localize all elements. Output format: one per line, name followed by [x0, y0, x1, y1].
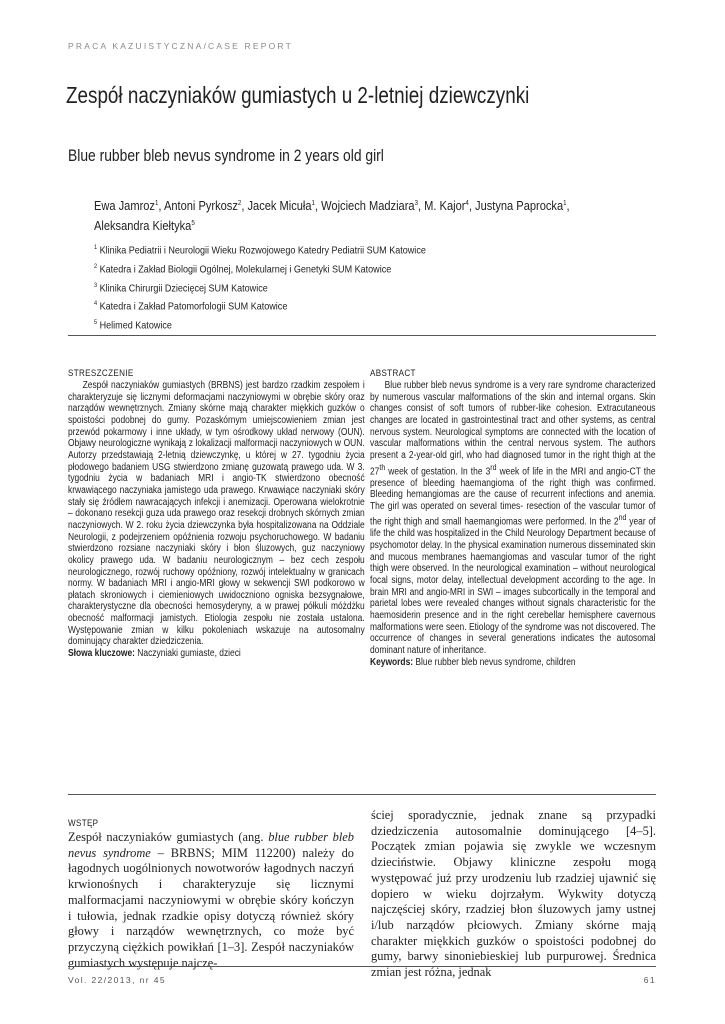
- author: Wojciech Madziara: [321, 199, 415, 214]
- author-affiliation-mark: 5: [191, 220, 195, 228]
- author: Antoni Pyrkosz: [163, 199, 238, 214]
- author-affiliation-mark: 2: [237, 200, 242, 207]
- affiliation-item: [94, 296, 507, 315]
- ordinal-suffix: nd: [618, 513, 627, 523]
- keywords-label: Keywords:: [370, 656, 414, 668]
- author-affiliation-mark: 3: [414, 200, 419, 207]
- author-affiliation-mark: 1: [563, 200, 567, 207]
- affiliation-number: 5: [94, 319, 98, 327]
- abstract-keywords: [370, 657, 656, 669]
- author-affiliation-mark: 4: [465, 200, 469, 207]
- wstep-paragraph-right: ściej sporadycznie, jednak znane są przypadki dziedziczenia autosomalnie dominującego [4–5]. Początek zmian pojawia się zwykle we wczesnym dzieciństwie. Objawy kliniczne zespołu mogą występować już przy urodzeniu lub rzadziej ujawnić się dopiero w wieku dojrzałym. Wykwity dotyczą najczęściej skóry, rzadziej błon śluzowych jamy ustnej i/lub narządów płciowych. Zmiany skórne mają charakter miękkich guzków o spoistości podobnej do gumy, barwy sinoniebieskiej lub purpurowej. Średnica zmian jest różna, jednak: [371, 808, 656, 980]
- ordinal-suffix: th: [379, 462, 386, 472]
- article-title-polish: Zespół naczyniaków gumiastych u 2-letniej dziewczynki: [66, 82, 530, 108]
- divider-top: [68, 335, 656, 336]
- author: Justyna Paprocka: [475, 199, 564, 214]
- affiliation-text: Katedra i Zakład Patomorfologii SUM Katowice: [99, 300, 288, 313]
- affiliation-text: Klinika Pediatrii i Neurologii Wieku Rozwojowego Katedry Pediatrii SUM Katowice: [99, 244, 426, 257]
- wstep-heading: WSTĘP: [68, 818, 99, 829]
- affiliation-item: [94, 315, 507, 334]
- article-title-english: Blue rubber bleb nevus syndrome in 2 years old girl: [68, 147, 384, 165]
- affiliation-number: 2: [94, 262, 98, 270]
- affiliation-item: [94, 259, 507, 278]
- keywords-label: Słowa kluczowe:: [68, 648, 135, 660]
- affiliation-item: [94, 240, 507, 259]
- abstract-text: [370, 380, 656, 657]
- affiliation-number: 3: [94, 281, 98, 289]
- abstract-heading: ABSTRACT: [370, 368, 416, 379]
- wstep-italic-term: blue rubber bleb nevus syndrome: [68, 830, 355, 860]
- author: Aleksandra Kiełtyka: [94, 219, 192, 234]
- author: M. Kajor: [424, 199, 466, 214]
- footer-page-number: 61: [643, 975, 656, 985]
- author: Ewa Jamroz: [94, 199, 155, 214]
- streszczenie-heading: STRESZCZENIE: [68, 368, 134, 379]
- streszczenie-text: Zespół naczyniaków gumiastych (BRBNS) jest bardzo rzadkim zespołem i charakteryzuje się licznymi deformacjami naczyniowymi w obrębie skóry oraz narządów wewnętrznych. Zmiany skórne mają charakter miękkich guzków o spoistości podobnej do gumy. Pozaskórnym umiejscowieniem zmian jest przewód pokarmowy i inne układy, w tym ośrodkowy układ nerwowy (OUN). Objawy neurologiczne wynikają z lokalizacji malformacji naczyniowych w OUN. Autorzy przedstawiają 2-letnią dziewczynkę, u której w 27. tygodniu życia płodowego badaniem USG stwierdzono zmianę guzowatą prawego uda. W 3. tygodniu życia w badaniach MRI i angio-TK stwierdzono obecność krwawiącego naczyniaka jamistego uda prawego. Krwawiące naczyniaki skóry stały się źródłem nawracających infekcji i anemizacji. Operowana wielokrotnie – dokonano resekcji guza uda prawego oraz resekcji drobnych skórnych zmian naczyniowych. W 2. roku życia dziewczynka była hospitalizowana na Oddziale Neurologii, z podejrzeniem opóźnienia rozwoju psychoruchowego. W badaniu stwierdzono rozsiane naczyniaki skóry i błon śluzowych, guz naczyniowy okolicy prawego uda. W badaniu neurologicznym – bez cech zespołu neurologicznego, rozwój ruchowy opóźniony, rozwój intelektualny w granicach normy. W badaniach MRI i angio-MRI głowy w sekwencji SWI podkorowo w płatach skroniowych i ciemieniowych uwidoczniono ogniska bezsygnałowe, charakterystyczne dla obecności hemosyderyny, a w prawej półkuli móżdżku obecność malformacji jamistych. Etiologia zespołu nie została ustalona. Występowanie zmian w kilku pokoleniach wskazuje na autosomalny dominujący charakter dziedziczenia.: [68, 380, 365, 648]
- affiliation-number: 1: [94, 244, 98, 251]
- author-affiliation-mark: 1: [154, 200, 159, 207]
- keywords-value: Naczyniaki gumiaste, dzieci: [137, 648, 241, 660]
- affiliation-number: 4: [94, 300, 98, 308]
- streszczenie-body: [68, 380, 365, 660]
- divider-middle: [68, 794, 656, 795]
- wstep-text: Zespół naczyniaków gumiastych (ang.: [68, 830, 269, 844]
- abstract-text-part: Blue rubber bleb nevus syndrome is a very rare syndrome characterized by numerous vascular malformations of the skin and internal organs. Skin changes consist of soft tumors of rubber-like cohesion. Extracutaneous changes are located in gastrointestinal tract and other systems, as central nervous system. Neurological symptoms are connected with the location of vascular malformations within the central nervous system. The authors present a 2-year-old girl, who had diagnosed tumor in the right thigh at the 27: [370, 380, 656, 477]
- ordinal-suffix: rd: [490, 462, 497, 472]
- affiliation-text: Klinika Chirurgii Dziecięcej SUM Katowice: [99, 282, 268, 295]
- author-affiliation-mark: 1: [311, 200, 315, 207]
- streszczenie-keywords: [68, 648, 365, 660]
- author-list: Ewa Jamroz$^1$, Antoni Pyrkosz$^2$, Jacek Micuła$^1$, Wojciech Madziara$^3$, M. Kajor$^4$, Justyna Paprocka$^1$, Aleksandra Kiełtyka$^5$: [94, 199, 570, 234]
- affiliation-list: [94, 240, 507, 334]
- abstract-text-part: year of life the child was hospitalized in the Child Neurology Department because of psychomotor delay. In the physical examination numerous disseminated skin and mucous membranes haemangiomas and vascular tumor of the right thigh were observed. In the neurological examination – without neurological focal signs, motor delay, intellectual development according to the age. In brain MRI and angio-MRI in SWI – images subcortically in the temporal and parietal lobes were revealed changes without signals characteristic for the haemosiderin presence and in the right cerebellar hemisphere cavernous malformations were seen. Etiology of the syndrome was not discovered. The occurrence of changes in several generations indicates the autosomal dominant nature of inheritance.: [370, 516, 656, 656]
- affiliation-text: Katedra i Zakład Biologii Ogólnej, Molekularnej i Genetyki SUM Katowice: [99, 263, 392, 276]
- affiliation-text: Helimed Katowice: [99, 319, 172, 332]
- wstep-text: – BRBNS; MIM 112200) należy do łagodnych uogólnionych nowotworów łagodnych naczyń krwionośnych i charakteryzuje się licznymi malformacjami naczyniowymi w obrębie skóry kończyn i tułowia, jednak rzadkie opisy dotyczą również skóry głowy i narządów wewnętrznych, co może być przyczyną ciężkich powikłań [1–3]. Zespół naczyniaków gumiastych występuje najczę-: [68, 845, 354, 970]
- abstract-body: [370, 380, 656, 668]
- wstep-right-column: [371, 808, 656, 981]
- wstep-left-column: [68, 830, 354, 971]
- wstep-paragraph-left: [68, 830, 354, 971]
- keywords-value: Blue rubber bleb nevus syndrome, children: [415, 656, 576, 668]
- author: Jacek Micuła: [247, 199, 312, 214]
- affiliation-item: [94, 278, 507, 297]
- footer-volume: Vol. 22/2013, nr 45: [68, 975, 166, 985]
- abstract-text-part: week of life in the MRI and angio-CT the presence of bleeding haemangioma of the right thigh was confirmed. Bleeding hemangiomas are the cause of recurrent infections and anemia. The girl was operated on several times- resection of the vascular tumor of the right thigh and small haemangiomas were performed. In the 2: [370, 465, 656, 528]
- abstract-text-part: week of gestation. In the 3: [385, 465, 491, 477]
- journal-section-label: PRACA KAZUISTYCZNA/CASE REPORT: [68, 41, 294, 51]
- divider-footer: [68, 966, 656, 967]
